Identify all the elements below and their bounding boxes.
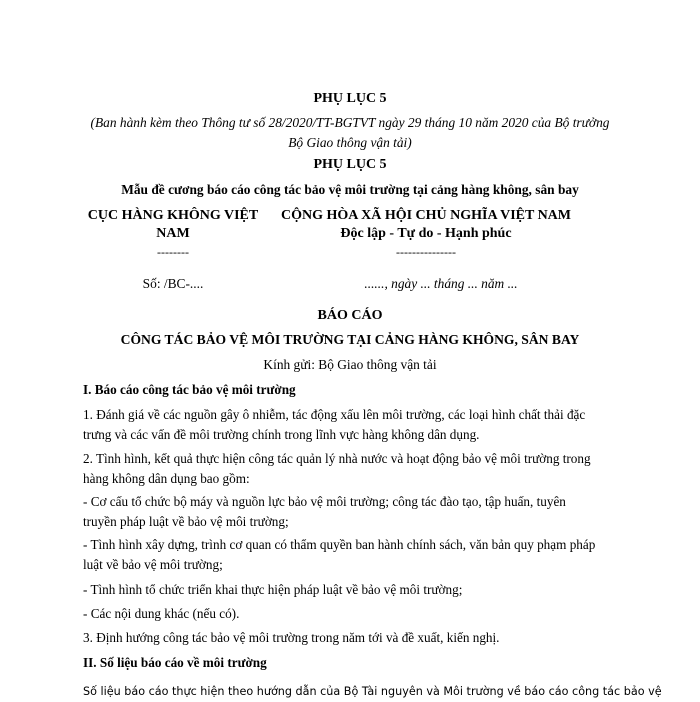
- section-2-heading: II. Số liệu báo cáo về môi trường: [83, 655, 267, 670]
- section-2-paragraph-1: Số liệu báo cáo thực hiện theo hướng dẫn của Bộ Tài nguyên và Môi trường về báo cáo công tác bảo vệ: [83, 685, 662, 698]
- section-1-paragraph-3: 3. Định hướng công tác bảo vệ môi trường trong năm tới và đề xuất, kiến nghị.: [83, 630, 500, 645]
- section-1-paragraph-1-line-2: trưng và các vấn đề môi trường chính trong lĩnh vực hàng không dân dụng.: [83, 427, 480, 442]
- agency-divider: --------: [157, 245, 189, 259]
- section-1-heading: I. Báo cáo công tác bảo vệ môi trường: [83, 382, 296, 397]
- section-1-paragraph-2: [83, 449, 623, 489]
- section-1-paragraph-1-line-1: 1. Đánh giá về các nguồn gây ô nhiễm, tác động xấu lên môi trường, các loại hình chất thải đặc: [83, 407, 586, 422]
- section-1-bullet-3: - Tình hình tổ chức triển khai thực hiện pháp luật về bảo vệ môi trường;: [83, 582, 463, 597]
- document-date: ......, ngày ... tháng ... năm ...: [364, 276, 518, 291]
- nation-divider: ---------------: [396, 245, 456, 259]
- section-1-bullet-2-line-1: - Tình hình xây dựng, trình cơ quan có thẩm quyền ban hành chính sách, văn bản quy phạm pháp: [83, 537, 596, 552]
- section-1-paragraph-2-line-2: hàng không dân dụng bao gồm:: [83, 471, 250, 486]
- appendix-title: PHỤ LỤC 5: [313, 91, 387, 106]
- issuance-note-line-2: Bộ Giao thông vận tải): [288, 135, 412, 150]
- issuance-note: [0, 113, 700, 153]
- section-1-paragraph-1: [83, 405, 623, 445]
- nation-motto: Độc lập - Tự do - Hạnh phúc: [340, 226, 512, 241]
- agency-name-line-1: CỤC HÀNG KHÔNG VIỆT: [87, 208, 259, 223]
- section-1-bullet-1: [83, 492, 623, 532]
- section-1-paragraph-2-line-1: 2. Tình hình, kết quả thực hiện công tác quản lý nhà nước và hoạt động bảo vệ môi trường trong: [83, 451, 591, 466]
- nation-block: [276, 207, 576, 261]
- report-recipient: Kính gửi: Bộ Giao thông vận tải: [263, 357, 437, 372]
- nation-name: CỘNG HÒA XÃ HỘI CHỦ NGHĨA VIỆT NAM: [280, 208, 571, 223]
- appendix-title-repeat: PHỤ LỤC 5: [313, 157, 387, 172]
- section-1-bullet-2: [83, 535, 623, 575]
- section-1-bullet-2-line-2: luật về bảo vệ môi trường;: [83, 557, 223, 572]
- issuance-note-line-1: (Ban hành kèm theo Thông tư số 28/2020/TT-BGTVT ngày 29 tháng 10 năm 2020 của Bộ trưởng: [90, 115, 610, 130]
- section-1-bullet-4: - Các nội dung khác (nếu có).: [83, 606, 240, 621]
- agency-name-line-2: NAM: [156, 226, 190, 241]
- agency-block: [84, 207, 262, 261]
- form-title: Mẫu đề cương báo cáo công tác bảo vệ môi trường tại cảng hàng không, sân bay: [121, 182, 579, 197]
- report-title: BÁO CÁO: [317, 308, 383, 323]
- section-1-bullet-1-line-2: truyền pháp luật về bảo vệ môi trường;: [83, 514, 289, 529]
- document-number: Số: /BC-....: [142, 276, 204, 291]
- report-subtitle: CÔNG TÁC BẢO VỆ MÔI TRƯỜNG TẠI CẢNG HÀNG KHÔNG, SÂN BAY: [120, 332, 580, 347]
- section-1-bullet-1-line-1: - Cơ cấu tổ chức bộ máy và nguồn lực bảo vệ môi trường; công tác đào tạo, tập huấn, tuyên: [83, 494, 566, 509]
